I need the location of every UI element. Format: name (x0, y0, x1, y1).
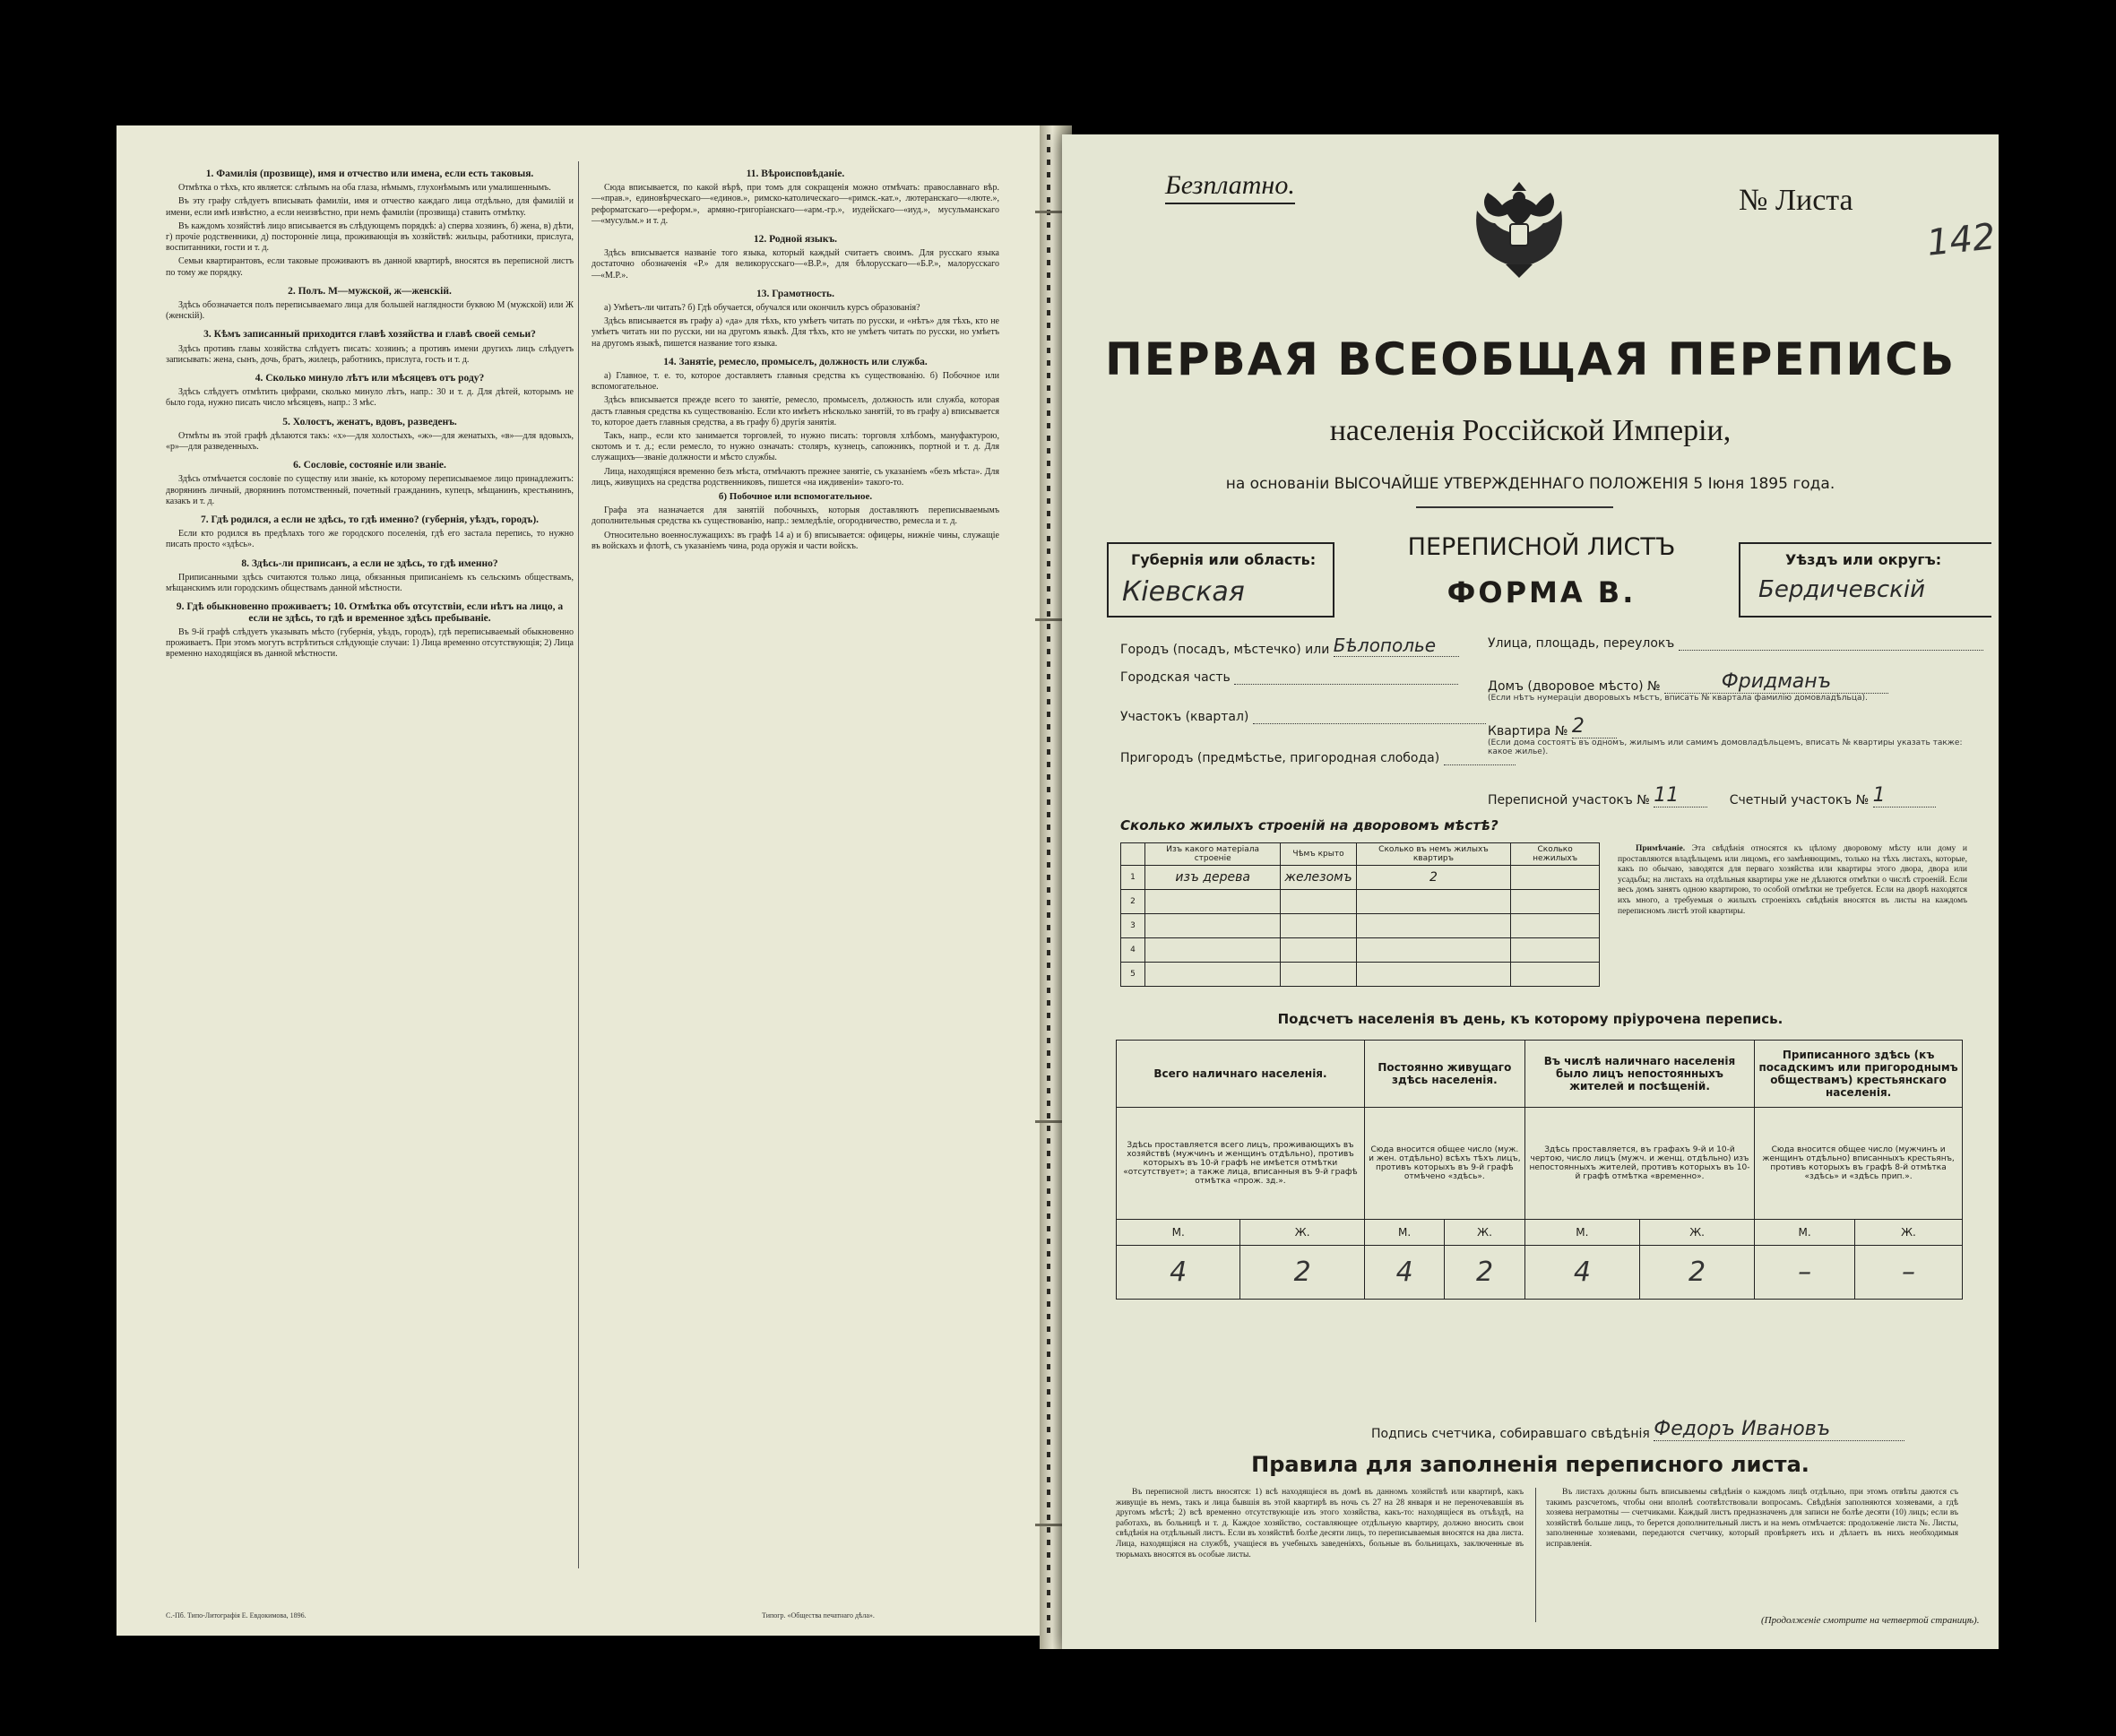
instruction-paragraph: Здѣсь обозначается полъ переписываемаго лица для большей наглядности буквою М (мужской) или Ж (женскій). (166, 300, 574, 322)
city-field (1120, 635, 1459, 657)
table-cell: 2 (1356, 866, 1511, 890)
column-header: Чѣмъ крыто (1281, 843, 1356, 866)
count-value: – (1854, 1246, 1962, 1300)
instruction-heading: 13. Грамотность. (756, 288, 834, 299)
column-description: Сюда вносится общее число (муж. и жен. отдѣльно) всѣхъ тѣхъ лицъ, противъ которыхъ въ 9-й графѣ отмѣчено «здѣсь». (1364, 1108, 1524, 1220)
census-form-page (1062, 134, 1999, 1649)
table-cell (1356, 938, 1511, 963)
gubernia-value: Кіевская (1122, 576, 1245, 608)
legal-basis-line: на основаніи ВЫСОЧАЙШЕ УТВЕРЖДЕННАГО ПОЛОЖЕНІЯ 5 Іюня 1895 года. (1225, 475, 1835, 493)
note-label: Примѣчаніе. (1636, 844, 1686, 853)
description-row (1117, 1108, 1963, 1220)
instruction-heading: 5. Холостъ, женатъ, вдовъ, разведенъ. (282, 416, 457, 428)
count-value: – (1755, 1246, 1855, 1300)
instruction-paragraph: Здѣсь вписывается въ графу а) «да» для тѣхъ, кто умѣетъ читать по русски, и «нѣтъ» для тѣхъ, кто не умѣетъ читать ни по русски, ни на другомъ языкѣ. Для тѣхъ, кто не умѣетъ читать по русски, но умѣетъ на другомъ языкѣ, пишется название того языка. (592, 316, 999, 349)
column-header: Постоянно живущаго здѣсь населенія. (1364, 1041, 1524, 1108)
table-row (1121, 866, 1600, 890)
table-cell (1511, 914, 1600, 938)
table-cell (1281, 938, 1356, 963)
apartment-field (1488, 715, 1972, 756)
instruction-paragraph: Если кто родился въ предѣлахъ того же городского поселенія, гдѣ его застала перепись, то нужно писать просто «здѣсь». (166, 529, 574, 550)
table-cell: 5 (1121, 963, 1145, 987)
values-row (1117, 1246, 1963, 1300)
instruction-paragraph: Здѣсь противъ главы хозяйства слѣдуетъ писать: хозяинъ; а противъ имени другихъ лицъ слѣдуетъ записывать: жена, сынъ, дочь, братъ, жилецъ, работникъ, прислуга, гость и т. д. (166, 343, 574, 365)
instruction-paragraph: Лица, находящіяся временно безъ мѣста, отмѣчаютъ прежнее занятіе, съ указаніемъ «безъ мѣста». Для лицъ, живущихъ на средства родственниковъ, пишется «на иждивеніи» такого-то. (592, 466, 999, 488)
count-value: 2 (1445, 1246, 1524, 1300)
gubernia-box (1107, 542, 1334, 618)
instruction-paragraph: Здѣсь вписывается названіе того языка, который каждый считаетъ своимъ. Для русскаго языка достаточно обозначенія «Р.» для великорусскаго—«В.Р.», для бѣлорусскаго—«Б.Р.», малорусскаго—«М.Р.». (592, 248, 999, 281)
district-line (1253, 711, 1486, 724)
count-value: 2 (1639, 1246, 1754, 1300)
double-headed-eagle-icon (1470, 175, 1568, 282)
count-value: 4 (1117, 1246, 1240, 1300)
buildings-table (1120, 842, 1600, 987)
signature-value: Федоръ Ивановъ (1654, 1418, 1904, 1441)
instruction-heading: 6. Сословіе, состояніе или званіе. (293, 460, 446, 471)
count-value: 4 (1524, 1246, 1639, 1300)
instruction-heading: 12. Родной языкъ. (753, 234, 838, 246)
instruction-heading: 9. Гдѣ обыкновенно проживаетъ; 10. Отмѣтка объ отсутствіи, если нѣтъ на лицо, а если не здѣсь, то гдѣ и временное здѣсь пребываніе. (176, 601, 564, 624)
rules-column-1: Въ переписной листъ вносятся: 1) всѣ находящіеся въ домѣ въ данномъ хозяйствѣ или квартирѣ, какъ живущіе въ немъ, такъ и лица бывшія въ этой квартирѣ въ ночь съ 27 на 28 января и не переночевавшія въ другомъ мѣстѣ; 2) всѣ временно отсутствующіе изъ этого хозяйства, какъ-то: находящіеся въ отъѣздѣ, на работахъ, въ больницѣ и т. д. Каждое хозяйство, составляющее отдѣльную квартиру, должно вносить свои свѣдѣнія на отдѣльный листъ. Если въ хозяйствѣ болѣе десяти лицъ, то переписываемыя вносятся на два листа. Лица, находящіяся на службѣ, учащіеся въ учебныхъ заведеніяхъ, больные въ больницахъ, заключенные въ тюрьмахъ вносятся въ особые листы. (1116, 1488, 1524, 1559)
table-cell (1511, 963, 1600, 987)
suburb-label: Пригородъ (предмѣстье, пригородная слобода) (1120, 751, 1440, 765)
instruction-heading: 14. Занятіе, ремесло, промыселъ, должность или служба. (663, 356, 928, 367)
table-cell (1511, 938, 1600, 963)
instruction-paragraph: Здѣсь отмѣчается сословіе по существу или званіе, къ которому переписываемое лицо принадлежитъ: дворянинъ личный, дворянинъ потомственный, почетный гражданинъ, купецъ, мѣщанинъ, крестьянинъ, казакъ и т. д. (166, 474, 574, 506)
instruction-paragraph: Приписанными здѣсь считаются только лица, обязанныя приписаніемъ къ сельскимъ обществамъ, мѣщанскимъ или городскимъ обществамъ данной мѣстности. (166, 572, 574, 594)
uezd-box (1739, 542, 1991, 618)
population-heading: Подсчетъ населенія въ день, къ которому пріурочена перепись. (1277, 1011, 1783, 1027)
column-divider (578, 161, 579, 1568)
signature-field (1371, 1418, 1904, 1441)
form-variant: ФОРМА В. (1447, 575, 1637, 609)
counting-area-value: 1 (1873, 784, 1936, 808)
table-cell: 4 (1121, 938, 1145, 963)
table-cell (1281, 963, 1356, 987)
instruction-paragraph: а) Умѣетъ-ли читать? б) Гдѣ обучается, обучался или окончилъ курсъ образованія? (604, 303, 920, 314)
table-cell: изъ дерева (1145, 866, 1281, 890)
sex-label: М. (1755, 1220, 1855, 1246)
signature-label: Подпись счетчика, собиравшаго свѣдѣнія (1371, 1427, 1650, 1441)
house-label: Домъ (дворовое мѣсто) № (1488, 679, 1661, 694)
instruction-paragraph: Въ эту графу слѣдуетъ вписывать фамиліи, имя и отчество каждаго лица отдѣльно, для фамилій и имени, если имѣ извѣстно, а если неизвѣстно, при немъ фамиліи (прозвища) ставить отмѣтку. (166, 196, 574, 218)
instruction-heading: 1. Фамилія (прозвище), имя и отчество или имена, если есть таковыя. (205, 168, 534, 179)
table-row (1121, 914, 1600, 938)
city-part-line (1234, 671, 1458, 685)
instructions-column-2 (592, 161, 999, 555)
column-header: Въ числѣ наличнаго населенія было лицъ непостоянныхъ жителей и посѣщеній. (1524, 1041, 1754, 1108)
sex-label: Ж. (1639, 1220, 1754, 1246)
printer-imprint-left: С.-Пб. Типо-Литографія Е. Евдокимова, 1896. (166, 1611, 307, 1619)
instructions-column-1 (166, 161, 574, 662)
counting-area-label: Счетный участокъ № (1729, 793, 1870, 808)
table-cell (1511, 866, 1600, 890)
count-value: 4 (1364, 1246, 1444, 1300)
continuation-note: (Продолженіе смотрите на четвертой страницѣ). (1761, 1615, 1980, 1626)
column-header: Сколько нежилыхъ (1511, 843, 1600, 866)
instruction-paragraph: Здѣсь слѣдуетъ отмѣтить цифрами, сколько минуло лѣтъ, напр.: 30 и т. д. Для дѣтей, которымъ не было года, нужно писать число мѣсяцевъ, напр.: 3 мѣс. (166, 387, 574, 409)
instruction-paragraph: Сюда вписывается, по какой вѣрѣ, при томъ для сокращенія можно отмѣчать: православнаго вѣр.—«прав.», единовѣрческаго—«единов.», римско-католическаго—«римск.-кат.», лютеранскаго—«люте.», реформатскаго—«реформ.», армяно-григоріанскаго—«арм.-гр.», иудейскаго—«иуд.», мусульманскаго—«мусульм.» и т. д. (592, 183, 999, 226)
sex-header-row (1117, 1220, 1963, 1246)
table-header-row (1121, 843, 1600, 866)
city-part-field (1120, 670, 1458, 685)
table-cell (1511, 890, 1600, 914)
instruction-paragraph: Графа эта назначается для занятій побочныхъ, которыя доставляютъ переписываемымъ дополнительныя средства къ существованію, напр.: земледѣліе, огородничество, ремесла и т. д. (592, 505, 999, 527)
gubernia-label: Губернія или область: (1131, 551, 1317, 568)
apartment-label: Квартира № (1488, 724, 1568, 738)
sex-label: Ж. (1240, 1220, 1364, 1246)
sheet-number-value: 142 (1924, 216, 1998, 264)
instruction-paragraph: Семьи квартирантовъ, если таковые проживаютъ въ данной квартирѣ, вносятся въ переписной листъ по тому же порядку. (166, 256, 574, 278)
table-cell (1145, 963, 1281, 987)
street-line (1679, 637, 1983, 651)
street-label: Улица, площадь, переулокъ (1488, 636, 1675, 651)
table-cell (1356, 890, 1511, 914)
uezd-value: Бердичевскій (1758, 576, 1926, 603)
page-subtitle: населенія Россійской Имперіи, (1329, 414, 1732, 447)
column-description: Сюда вносится общее число (мужчинъ и женщинъ отдѣльно) вписанныхъ крестьянъ, противъ которыхъ въ графѣ 8-й отмѣтка «здѣсь» и «здѣсь прип.». (1755, 1108, 1963, 1220)
population-count-table (1116, 1040, 1963, 1300)
column-header: Изъ какого матеріала строеніе (1145, 843, 1281, 866)
sex-label: М. (1364, 1220, 1444, 1246)
instruction-paragraph: Отмѣтка о тѣхъ, кто является: слѣпымъ на оба глаза, нѣмымъ, глухонѣмымъ или умалишеннымъ. (178, 183, 551, 194)
census-area-value: 11 (1654, 784, 1707, 808)
column-header: Всего наличнаго населенія. (1117, 1041, 1365, 1108)
free-of-charge-label: Безплатно. (1165, 170, 1295, 204)
table-cell (1356, 963, 1511, 987)
table-cell: 1 (1121, 866, 1145, 890)
sheet-number-label: № Листа (1739, 184, 1853, 217)
sex-label: М. (1117, 1220, 1240, 1246)
page-title: ПЕРВАЯ ВСЕОБЩАЯ ПЕРЕПИСЬ (1104, 333, 1956, 385)
table-row (1121, 938, 1600, 963)
district-label: Участокъ (квартал) (1120, 710, 1249, 724)
instruction-heading: 11. Вѣроисповѣданіе. (746, 168, 845, 179)
row-number-header (1121, 843, 1145, 866)
left-page (117, 125, 1049, 1636)
form-title: ПЕРЕПИСНОЙ ЛИСТЪ (1407, 533, 1676, 561)
city-part-label: Городская часть (1120, 670, 1231, 685)
instruction-paragraph: Относительно военнослужащихъ: въ графѣ 14 а) и б) вписывается: офицеры, нижніе чины, служащіе въ войскахъ и флотѣ, съ указаніемъ чина, рода оружія и части войскъ. (592, 530, 999, 551)
instruction-heading: 4. Сколько минуло лѣтъ или мѣсяцевъ отъ роду? (255, 373, 485, 384)
table-cell (1356, 914, 1511, 938)
instruction-paragraph: Такъ, напр., если кто занимается торговлей, то нужно писать: торговля хлѣбомъ, мануфактурою, скотомъ и т. д.; если ремесло, то нужно означать: столяръ, кузнецъ, сапожникъ, портной и т. д. Для служащихъ—званіе должности и мѣсто службы. (592, 431, 999, 463)
table-cell (1145, 938, 1281, 963)
city-label: Городъ (посадъ, мѣстечко) или (1120, 643, 1330, 657)
column-header: Сколько въ немъ жилыхъ квартиръ (1356, 843, 1511, 866)
census-area-label: Переписной участокъ № (1488, 793, 1650, 808)
street-field (1488, 636, 1983, 651)
table-row (1121, 890, 1600, 914)
buildings-heading: Сколько жилыхъ строеній на дворовомъ мѣстѣ? (1120, 817, 1498, 833)
uezd-label: Уѣздъ или округъ: (1785, 551, 1942, 568)
column-divider (1535, 1488, 1536, 1622)
sex-label: М. (1524, 1220, 1639, 1246)
column-description: Здѣсь проставляется всего лицъ, проживающихъ въ хозяйствѣ (мужчинъ и женщинъ отдѣльно), противъ которыхъ въ 10-й графѣ не имѣется отмѣтки «отсутствует»; а также лица, вписанныя въ 9-й графѣ отмѣтка «прож. зд.». (1117, 1108, 1365, 1220)
house-value: Фридманъ (1664, 670, 1888, 694)
table-cell: 2 (1121, 890, 1145, 914)
buildings-note (1618, 844, 1967, 917)
table-cell (1145, 890, 1281, 914)
house-note: (Если нѣтъ нумераціи дворовыхъ мѣстъ, вписать № квартала фамилію домовладѣльца). (1488, 694, 1868, 703)
count-value: 2 (1240, 1246, 1364, 1300)
table-cell (1145, 914, 1281, 938)
binding-holes (1047, 134, 1050, 1640)
instruction-paragraph: Въ каждомъ хозяйствѣ лицо вписывается въ слѣдующемъ порядкѣ: а) сперва хозяинъ, б) жена, в) дѣти, г) прочіе родственники, д) посторонніе лица, проживающія въ хозяйствѣ: жильцы, работники, прислуга, воспитанники, гости и т. д. (166, 220, 574, 254)
instruction-heading: б) Побочное или вспомогательное. (718, 491, 873, 503)
sex-label: Ж. (1445, 1220, 1524, 1246)
instruction-heading: 2. Полъ. М—мужской, ж—женскій. (288, 285, 452, 297)
instruction-heading: 3. Кѣмъ записанный приходится главѣ хозяйства и главѣ своей семьи? (203, 329, 536, 341)
table-header-row (1117, 1041, 1963, 1108)
census-area-field (1488, 784, 1936, 808)
rules-column-2: Въ листахъ должны быть вписываемы свѣдѣнія о каждомъ лицѣ отдѣльно, при этомъ отвѣты даются съ такимъ разсчетомъ, чтобы они вполнѣ соотвѣтствовали вопросамъ. Свѣдѣнія заполняются хозяевами, а гдѣ хозяева неграмотны — счетчиками. Каждый листъ предназначенъ для записи не болѣе десяти (10) лицъ; если въ хозяйствѣ больше лицъ, то берется дополнительный листъ и на немъ отмѣчается: продолженіе листа №. Листы, заполненные хозяевами, передаются счетчику, который провѣряетъ ихъ и дѣлаетъ въ нихъ необходимыя исправленія. (1546, 1488, 1958, 1549)
instruction-heading: 7. Гдѣ родился, а если не здѣсь, то гдѣ именно? (губернія, уѣздъ, городъ). (200, 514, 540, 526)
column-header: Приписанного здѣсь (къ посадскимъ или пригороднымъ обществамъ) крестьянскаго населенія. (1755, 1041, 1963, 1108)
instruction-paragraph: Здѣсь вписывается прежде всего то занятіе, ремесло, промыселъ, должность или служба, которая дастъ главныя средства къ существованію. Если кто имѣетъ нѣсколько занятій, то въ графу а) вписывается то, которое даетъ главныя средства, а въ графу б) другія занятія. (592, 395, 999, 428)
instruction-heading: 8. Здѣсь-ли приписанъ, а если не здѣсь, то гдѣ именно? (241, 557, 498, 569)
note-text: Эта свѣдѣнія относятся къ цѣлому дворовому мѣсту или дому и проставляются владѣльцемъ или лицомъ, его замѣняющимъ, только на тѣхъ листахъ, которые, какъ по обычаю, заводятся для перваго хозяйства или квартиры этого двора, двора или усадьбы; на листахъ на отдѣльныя квартиры уже не дѣлаются отмѣтки о числѣ строеній. Если весь домъ занятъ одною квартирою, то особой отмѣтки не требуется. Если на дворѣ находятся ихъ много, а требуемыя о жилыхъ строеніяхъ свѣдѣнія вносятся въ листы на каждомъ переписномъ листѣ этой квартиры. (1618, 844, 1968, 916)
column-description: Здѣсь проставляется, въ графахъ 9-й и 10-й чертою, число лицъ (мужч. и женщ. отдѣльно) изъ непостоянныхъ жителей, противъ которыхъ въ 10-й графѣ отмѣтка «временно». (1524, 1108, 1754, 1220)
instruction-paragraph: а) Главное, т. е. то, которое доставляетъ главныя средства къ существованію. б) Побочное или вспомогательное. (592, 371, 999, 393)
house-field (1488, 670, 1888, 703)
city-value: Бѣлополье (1334, 635, 1459, 657)
suburb-field (1120, 751, 1516, 765)
district-field (1120, 710, 1486, 724)
printer-imprint-right: Типогр. «Общества печатнаго дѣла». (762, 1611, 875, 1619)
apartment-note: (Если дома состоятъ въ одномъ, жилымъ или самимъ домовладѣльцемъ, вписать № квартиры указать также: какое жилье). (1488, 738, 1963, 756)
table-cell: 3 (1121, 914, 1145, 938)
table-cell: железомъ (1281, 866, 1356, 890)
sex-label: Ж. (1854, 1220, 1962, 1246)
table-row (1121, 963, 1600, 987)
instruction-paragraph: Въ 9-й графѣ слѣдуетъ указывать мѣсто (губернія, уѣздъ, городъ), гдѣ переписываемый обыкновенно проживаетъ. При этомъ могутъ встрѣтиться слѣдующіе случаи: 1) Лица временно отсутствующія; 2) Лица временно находящіяся въ данной мѣстности. (166, 626, 574, 660)
table-cell (1281, 914, 1356, 938)
table-cell (1281, 890, 1356, 914)
apartment-value: 2 (1572, 715, 1617, 738)
divider (1416, 506, 1613, 508)
rules-title: Правила для заполненія переписного листа. (1251, 1452, 1809, 1477)
instruction-paragraph: Отмѣты въ этой графѣ дѣлаются такъ: «х»—для холостыхъ, «ж»—для женатыхъ, «в»—для вдовыхъ, «р»—для разведенныхъ. (166, 430, 574, 453)
